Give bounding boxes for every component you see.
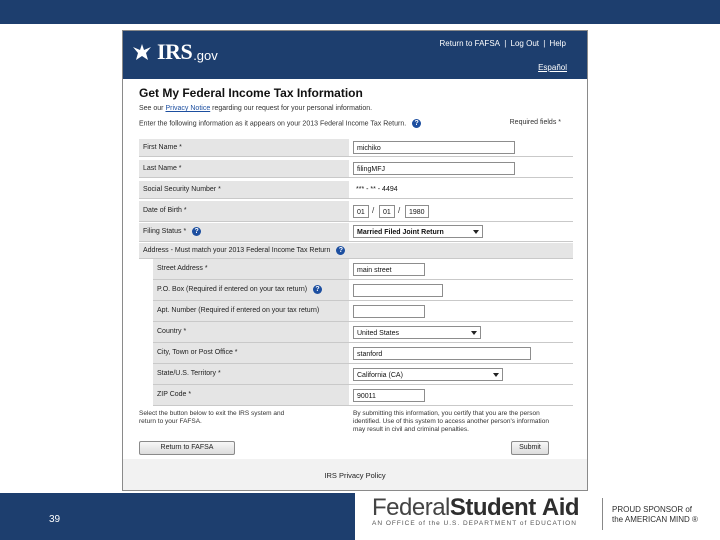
log-out-link[interactable]: Log Out (510, 39, 539, 48)
irs-header (123, 31, 587, 79)
dob-day-input[interactable]: 01 (379, 205, 395, 218)
fsa-subtitle: AN OFFICE of the U.S. DEPARTMENT of EDUCATION (372, 520, 577, 527)
address-heading-text: Address - Must match your 2013 Federal Income Tax Return (143, 247, 331, 254)
last-name-input[interactable]: filingMFJ (353, 162, 515, 175)
irs-eagle-icon (131, 41, 153, 63)
help-icon[interactable]: ? (336, 246, 345, 255)
help-link[interactable]: Help (549, 39, 566, 48)
privacy-suffix: regarding our request for your personal information. (212, 105, 373, 112)
ssn-label: Social Security Number * (139, 181, 349, 198)
dob-separator: / (372, 206, 375, 215)
dob-year-input[interactable]: 1980 (405, 205, 429, 218)
tax-form (123, 79, 587, 459)
irs-logo[interactable] (131, 39, 218, 65)
country-select[interactable] (353, 326, 481, 339)
logo-divider (602, 498, 603, 530)
help-icon[interactable]: ? (313, 285, 322, 294)
irs-logo-text: IRS (157, 39, 193, 64)
espanol-link[interactable]: Español (538, 63, 567, 72)
first-name-row (139, 139, 573, 157)
country-row (153, 322, 573, 343)
proud-line-2: the AMERICAN MIND ® (612, 515, 698, 524)
filing-status-value: Married Filed Joint Return (357, 229, 444, 236)
header-nav (439, 39, 567, 48)
apt-row (153, 301, 573, 322)
dob-label: Date of Birth * (139, 201, 349, 221)
state-row (153, 364, 573, 385)
privacy-notice-line (139, 105, 372, 112)
page-title: Get My Federal Income Tax Information (139, 86, 363, 100)
city-row (153, 343, 573, 364)
filing-status-row (139, 223, 573, 242)
state-value: California (CA) (357, 372, 403, 379)
irs-privacy-policy-link[interactable]: IRS Privacy Policy (324, 471, 386, 480)
ssn-row (139, 181, 573, 199)
apt-label: Apt. Number (Required if entered on your tax return) (153, 301, 349, 321)
street-label: Street Address * (153, 259, 349, 279)
help-icon[interactable]: ? (192, 227, 201, 236)
po-box-row (153, 280, 573, 301)
help-icon[interactable]: ? (412, 119, 421, 128)
state-label: State/U.S. Territory * (153, 364, 349, 384)
last-name-row (139, 160, 573, 178)
fsa-aid: Aid (541, 494, 580, 521)
filing-status-select[interactable] (353, 225, 483, 238)
dob-separator: / (398, 206, 401, 215)
instructions-text: Enter the following information as it appears on your 2013 Federal Income Tax Return. (139, 120, 407, 128)
first-name-label: First Name * (139, 139, 349, 156)
fsa-federal: Federal (372, 494, 450, 521)
po-box-label: P.O. Box (Required if entered on your tax return) (157, 286, 308, 293)
filing-status-label: Filing Status * (143, 228, 187, 235)
po-box-label-wrap (153, 280, 349, 300)
privacy-notice-link[interactable]: Privacy Notice (165, 105, 211, 112)
irs-logo-suffix: .gov (193, 47, 218, 63)
fsa-wordmark (372, 494, 579, 522)
slide-number: 39 (49, 514, 61, 525)
address-heading-row (139, 243, 573, 259)
ssn-value: *** - ** - 4494 (356, 186, 398, 193)
dob-row (139, 201, 573, 222)
apt-input[interactable] (353, 305, 425, 318)
last-name-label: Last Name * (139, 160, 349, 177)
city-input[interactable]: stanford (353, 347, 531, 360)
po-box-input[interactable] (353, 284, 443, 297)
return-to-fafsa-link[interactable]: Return to FAFSA (439, 39, 500, 48)
irs-screenshot (122, 30, 588, 491)
certify-note: By submitting this information, you certify that you are the person identified. Use of this system to access another person's information may result in civil and criminal penalties. (353, 410, 549, 433)
street-input[interactable]: main street (353, 263, 425, 276)
address-heading (139, 243, 573, 258)
privacy-prefix: See our (139, 105, 164, 112)
proud-sponsor (612, 505, 698, 525)
slide-top-bar (0, 0, 720, 24)
instructions (139, 119, 421, 128)
filing-status-label-wrap (139, 223, 349, 241)
nav-separator: | (504, 39, 507, 48)
exit-note: Select the button below to exit the IRS system and return to your FAFSA. (139, 410, 285, 425)
city-label: City, Town or Post Office * (153, 343, 349, 363)
submit-button[interactable]: Submit (511, 441, 549, 455)
fsa-logo (372, 494, 579, 527)
state-select[interactable] (353, 368, 503, 381)
required-fields-note: Required fields * (509, 119, 561, 126)
country-value: United States (357, 330, 400, 337)
first-name-input[interactable]: michiko (353, 141, 515, 154)
street-row (153, 259, 573, 280)
nav-separator: | (543, 39, 546, 48)
dob-month-input[interactable]: 01 (353, 205, 369, 218)
zip-input[interactable]: 90011 (353, 389, 425, 402)
return-to-fafsa-button[interactable]: Return to FAFSA (139, 441, 235, 455)
fsa-student: Student (449, 494, 536, 521)
zip-label: ZIP Code * (153, 385, 349, 405)
country-label: Country * (153, 322, 349, 342)
proud-line-1: PROUD SPONSOR of (612, 505, 693, 514)
zip-row (153, 385, 573, 406)
